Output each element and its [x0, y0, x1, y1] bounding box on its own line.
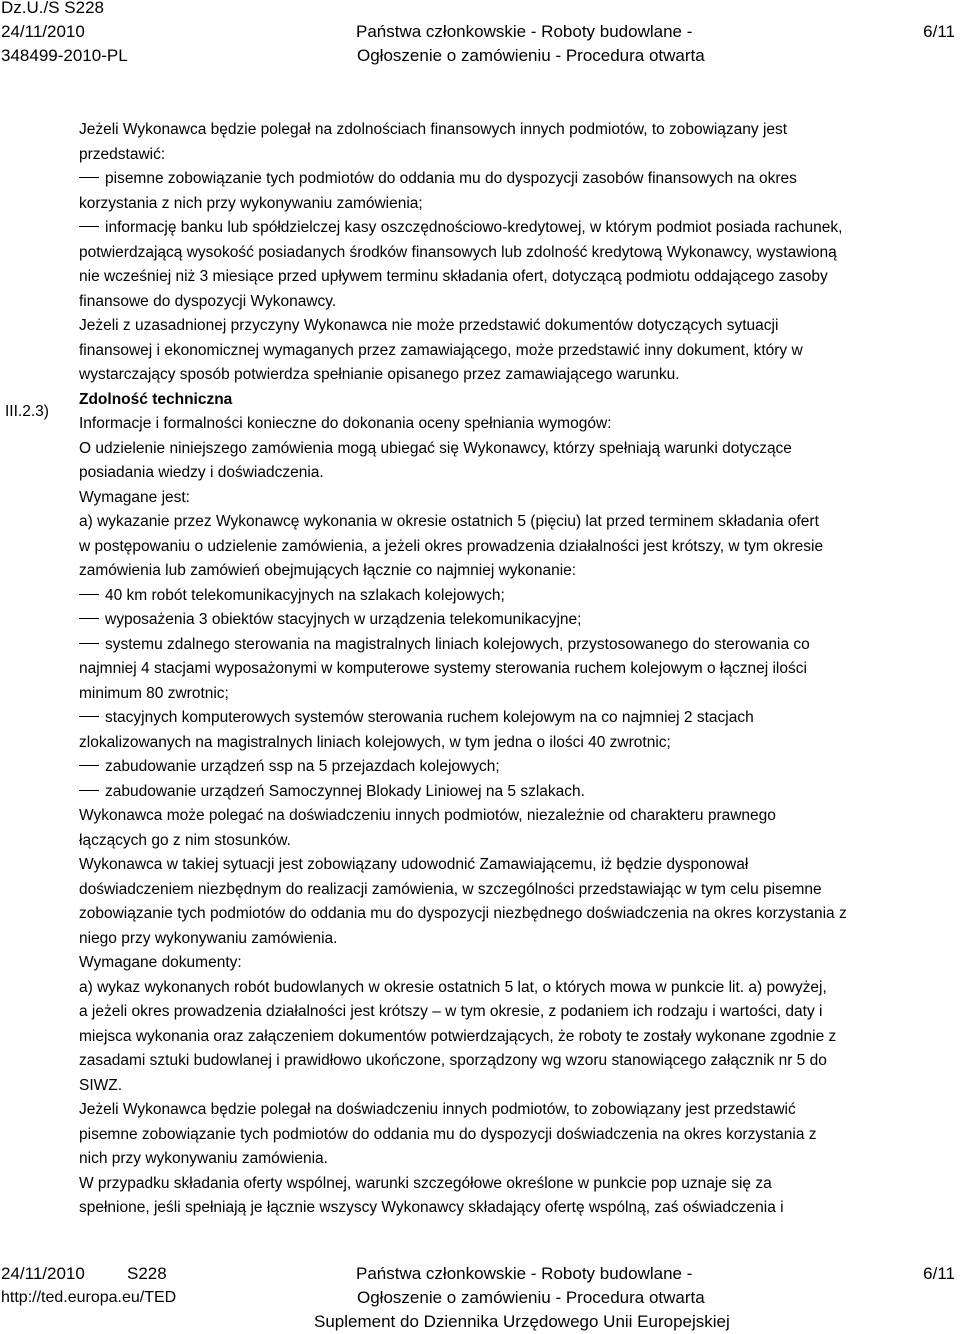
text-line	[79, 1172, 959, 1197]
line-text: Zdolność techniczna	[79, 390, 233, 408]
text-line	[79, 1123, 959, 1148]
line-text: zamówienia lub zamówień obejmujących łącznie co najmniej wykonanie:	[79, 562, 577, 579]
text-line	[79, 1000, 959, 1025]
text-line	[79, 241, 959, 266]
footer-url[interactable]: http://ted.europa.eu/TED	[1, 1289, 177, 1306]
section-heading	[79, 388, 959, 413]
line-text: 40 km robót telekomunikacyjnych na szlakach kolejowych;	[105, 586, 505, 604]
line-text: zabudowanie urządzeń ssp na 5 przejazdach kolejowych;	[105, 758, 500, 775]
text-line	[79, 559, 959, 584]
journal-reference: Dz.U./S S228	[1, 0, 104, 17]
line-text: Wymagane jest:	[79, 488, 190, 506]
line-text: SIWZ.	[79, 1076, 123, 1094]
em-dash-bullet	[79, 790, 99, 791]
line-text: Informacje i formalności konieczne do dokonania oceny spełniania wymogów:	[79, 415, 612, 432]
text-line	[79, 1196, 959, 1221]
line-text: Wykonawca w takiej sytuacji jest zobowiązany udowodnić Zamawiającemu, iż będzie dysponował	[79, 856, 749, 873]
line-text: potwierdzającą wysokość posiadanych środków finansowych lub zdolność kredytową Wykonawcy, wystawioną	[79, 243, 837, 261]
line-text: niego przy wykonywaniu zamówienia.	[79, 929, 338, 947]
footer-supplement: Suplement do Dziennika Urzędowego Unii Europejskiej	[314, 1312, 730, 1331]
dash-list-item	[79, 608, 959, 633]
line-text: pisemne zobowiązanie tych podmiotów do oddania mu do dyspozycji zasobów finansowych na okres	[105, 170, 797, 187]
footer-series: S228	[127, 1264, 167, 1283]
text-line	[79, 829, 959, 854]
text-line	[79, 486, 959, 511]
footer-title-line1: Państwa członkowskie - Roboty budowlane -	[356, 1264, 693, 1283]
line-text: pisemne zobowiązanie tych podmiotów do oddania mu do dyspozycji doświadczenia na okres korzystania z	[79, 1125, 817, 1143]
line-text: Jeżeli z uzasadnionej przyczyny Wykonawca nie może przedstawić dokumentów dotyczących sytuacji	[79, 317, 779, 334]
text-line	[79, 1025, 959, 1050]
line-text: posiadania wiedzy i doświadczenia.	[79, 464, 324, 481]
header-title-line1: Państwa członkowskie - Roboty budowlane -	[356, 22, 693, 41]
line-text: Wykonawca może polegać na doświadczeniu innych podmiotów, niezależnie od charakteru prawnego	[79, 807, 776, 824]
page-header	[0, 0, 960, 80]
em-dash-bullet	[79, 226, 99, 227]
text-line	[79, 314, 959, 339]
section-number: III.2.3)	[5, 403, 49, 420]
dash-list-item	[79, 216, 959, 241]
text-line	[79, 412, 959, 437]
dash-list-item	[79, 633, 959, 658]
header-date: 24/11/2010	[1, 22, 85, 41]
em-dash-bullet	[79, 765, 99, 766]
footer-date: 24/11/2010	[1, 1264, 85, 1283]
em-dash-bullet	[79, 643, 99, 644]
footer-page-number: 6/11	[923, 1264, 955, 1283]
line-text: a jeżeli okres prowadzenia działalności jest krótszy – w tym okresie, z podaniem ich rodzaju i wartości, daty i	[79, 1003, 823, 1020]
text-line	[79, 853, 959, 878]
line-text: doświadczeniem niezbędnym do realizacji zamówienia, w szczególności przedstawiając w tym celu pisemne	[79, 880, 822, 898]
dash-list-item	[79, 584, 959, 609]
line-text: zabudowanie urządzeń Samoczynnej Blokady Liniowej na 5 szlakach.	[105, 782, 585, 800]
text-line	[79, 878, 959, 903]
page-footer	[0, 1262, 960, 1334]
text-line	[79, 682, 959, 707]
text-line	[79, 339, 959, 364]
line-text: najmniej 4 stacjami wyposażonymi w komputerowe systemy sterowania ruchem kolejowym o łącznej ilości	[79, 660, 807, 677]
line-text: nie wcześniej niż 3 miesiące przed upływem terminu składania ofert, dotyczącą podmiotu oddającego zasoby	[79, 268, 828, 285]
line-text: Jeżeli Wykonawca będzie polegał na doświadczeniu innych podmiotów, to zobowiązany jest przedstawić	[79, 1101, 796, 1118]
em-dash-bullet	[79, 177, 99, 178]
line-text: korzystania z nich przy wykonywaniu zamówienia;	[79, 194, 423, 212]
line-text: zlokalizowanych na magistralnych liniach kolejowych, w tym jedna o ilości 40 zwrotnic;	[79, 733, 671, 751]
header-title-line2: Ogłoszenie o zamówieniu - Procedura otwarta	[357, 46, 705, 65]
text-line	[79, 976, 959, 1001]
line-text: przedstawić:	[79, 145, 166, 163]
text-line	[79, 902, 959, 927]
text-line	[79, 510, 959, 535]
line-text: Jeżeli Wykonawca będzie polegał na zdolnościach finansowych innych podmiotów, to zobowiązany jest	[79, 121, 788, 138]
dash-list-item	[79, 706, 959, 731]
line-text: wystarczający sposób potwierdza spełnianie opisanego przez zamawiającego warunku.	[79, 366, 680, 383]
em-dash-bullet	[79, 618, 99, 619]
text-line	[79, 1049, 959, 1074]
line-text: O udzielenie niniejszego zamówienia mogą ubiegać się Wykonawcy, którzy spełniają warunki dotyczące	[79, 439, 792, 457]
header-page-number: 6/11	[923, 22, 955, 41]
line-text: a) wykazanie przez Wykonawcę wykonania w okresie ostatnich 5 (pięciu) lat przed terminem składania ofert	[79, 513, 819, 530]
text-line	[79, 535, 959, 560]
line-text: informację banku lub spółdzielczej kasy oszczędnościowo-kredytowej, w którym podmiot posiada rachunek,	[105, 219, 843, 236]
text-line	[79, 118, 959, 143]
line-text: Wymagane dokumenty:	[79, 954, 242, 971]
text-line	[79, 437, 959, 462]
line-text: zasadami sztuki budowlanej i prawidłowo ukończone, sporządzony wg wzoru stanowiącego załącznik nr 5 do	[79, 1052, 827, 1069]
text-line	[79, 265, 959, 290]
text-line	[79, 951, 959, 976]
text-line	[79, 804, 959, 829]
line-text: spełnione, jeśli spełniają je łącznie wszyscy Wykonawcy składający ofertę wspólną, zaś oświadczenia i	[79, 1199, 784, 1216]
line-text: a) wykaz wykonanych robót budowlanych w okresie ostatnich 5 lat, o których mowa w punkcie lit. a) powyżej,	[79, 978, 827, 996]
notice-number: 348499-2010-PL	[1, 46, 128, 65]
text-line	[79, 1147, 959, 1172]
text-line	[79, 731, 959, 756]
text-line	[79, 1074, 959, 1099]
text-line	[79, 363, 959, 388]
text-line	[79, 461, 959, 486]
em-dash-bullet	[79, 594, 99, 595]
em-dash-bullet	[79, 716, 99, 717]
line-text: wyposażenia 3 obiektów stacyjnych w urządzenia telekomunikacyjne;	[105, 611, 582, 628]
line-text: systemu zdalnego sterowania na magistralnych liniach kolejowych, przystosowanego do sterowania co	[105, 635, 810, 653]
dash-list-item	[79, 755, 959, 780]
line-text: w postępowaniu o udzielenie zamówienia, a jeżeli okres prowadzenia działalności jest krótszy, w tym okresie	[79, 537, 824, 555]
text-line	[79, 1098, 959, 1123]
text-line	[79, 143, 959, 168]
dash-list-item	[79, 167, 959, 192]
text-line	[79, 657, 959, 682]
line-text: finansowe do dyspozycji Wykonawcy.	[79, 292, 337, 310]
line-text: łączących go z nim stosunków.	[79, 831, 291, 849]
line-text: miejsca wykonania oraz załączeniem dokumentów potwierdzających, że roboty te zostały wykonane zgodnie z	[79, 1027, 837, 1045]
line-text: nich przy wykonywaniu zamówienia.	[79, 1150, 328, 1167]
footer-title-line2: Ogłoszenie o zamówieniu - Procedura otwarta	[357, 1288, 705, 1307]
text-line	[79, 927, 959, 952]
line-text: zobowiązanie tych podmiotów do oddania mu do dyspozycji niezbędnego doświadczenia na okres korzystania z	[79, 905, 847, 922]
line-text: W przypadku składania oferty wspólnej, warunki szczegółowe określone w punkcie pop uznaje się za	[79, 1174, 772, 1192]
dash-list-item	[79, 780, 959, 805]
document-body	[79, 118, 959, 1221]
text-line	[79, 290, 959, 315]
line-text: finansowej i ekonomicznej wymaganych przez zamawiającego, może przedstawić inny dokument, który w	[79, 341, 803, 359]
line-text: minimum 80 zwrotnic;	[79, 684, 229, 702]
text-line	[79, 192, 959, 217]
line-text: stacyjnych komputerowych systemów sterowania ruchem kolejowym na co najmniej 2 stacjach	[105, 709, 754, 726]
